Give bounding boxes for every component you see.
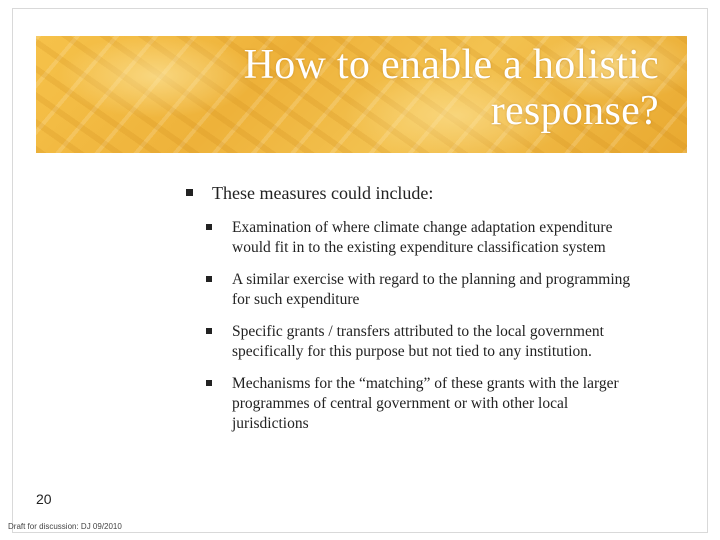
footer-note: Draft for discussion: DJ 09/2010 xyxy=(8,522,122,531)
main-bullet-item xyxy=(180,182,680,204)
sub-bullet-text: Mechanisms for the “matching” of these grants with the larger programmes of central government or with other local jurisdictions xyxy=(232,375,619,432)
title-line-1: How to enable a holistic xyxy=(243,42,659,88)
main-bullet-text: These measures could include: xyxy=(212,183,434,203)
sub-bullet-item xyxy=(180,322,642,362)
sub-bullet-text: A similar exercise with regard to the planning and programming for such expenditure xyxy=(232,271,631,308)
square-bullet-icon xyxy=(206,380,212,386)
slide-number: 20 xyxy=(36,491,52,507)
sub-bullet-list xyxy=(180,218,680,434)
title-line-2: response? xyxy=(490,88,659,134)
square-bullet-icon xyxy=(206,328,212,334)
slide-content xyxy=(180,182,680,446)
title-banner xyxy=(36,36,687,153)
slide-title xyxy=(99,42,659,134)
sub-bullet-item xyxy=(180,218,642,258)
square-bullet-icon xyxy=(206,224,212,230)
square-bullet-icon xyxy=(186,189,193,196)
sub-bullet-item xyxy=(180,270,642,310)
sub-bullet-item xyxy=(180,374,642,434)
square-bullet-icon xyxy=(206,276,212,282)
sub-bullet-text: Examination of where climate change adaptation expenditure would fit in to the existing expenditure classification system xyxy=(232,219,613,256)
sub-bullet-text: Specific grants / transfers attributed to the local government specifically for this purpose but not tied to any institution. xyxy=(232,323,604,360)
